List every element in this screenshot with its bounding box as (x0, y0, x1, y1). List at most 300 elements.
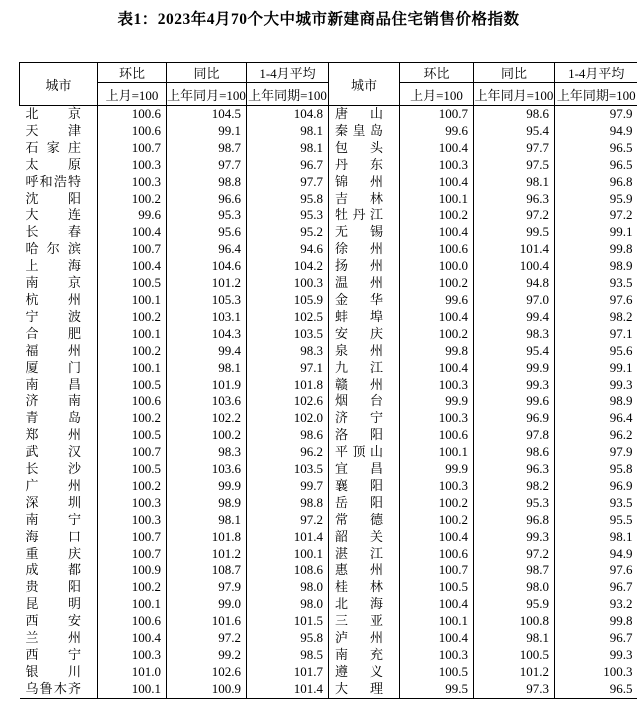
value-cell: 100.4 (98, 258, 167, 275)
table-body (20, 106, 637, 699)
city-cell: 天津 (20, 123, 98, 140)
value-cell: 97.2 (474, 546, 555, 563)
city-cell: 桂林 (329, 579, 400, 596)
value-cell: 101.8 (247, 377, 329, 394)
value-cell: 100.3 (98, 495, 167, 512)
value-cell: 98.1 (609, 528, 633, 544)
value-cell: 100.4 (400, 596, 474, 613)
value-cell: 97.7 (247, 174, 329, 191)
value-cell: 99.0 (167, 596, 247, 613)
table-row (20, 275, 637, 292)
value-cell: 99.2 (167, 647, 247, 664)
value-cell: 98.3 (167, 444, 247, 461)
value-cell: 94.6 (247, 241, 329, 258)
value-cell: 97.1 (247, 360, 329, 377)
value-cell: 99.6 (400, 123, 474, 140)
header-mom-right: 环比 (400, 63, 474, 83)
value-cell: 99.9 (474, 360, 555, 377)
value-cell: 99.5 (400, 681, 474, 698)
value-cell: 97.2 (247, 512, 329, 529)
value-cell: 100.2 (98, 478, 167, 495)
city-cell: 呼和浩特 (20, 174, 98, 191)
header-yoy-left: 同比 (167, 63, 247, 83)
price-index-table (19, 62, 637, 699)
city-cell: 南充 (329, 647, 400, 664)
value-cell: 100.6 (400, 546, 474, 563)
table-row (20, 579, 637, 596)
city-cell: 长春 (20, 224, 98, 241)
table-row (20, 630, 637, 647)
value-cell: 102.2 (167, 410, 247, 427)
header-mom-base-left: 上月=100 (98, 83, 167, 106)
value-cell: 96.9 (474, 410, 555, 427)
value-cell: 100.2 (98, 343, 167, 360)
city-cell: 武汉 (20, 444, 98, 461)
city-cell: 长沙 (20, 461, 98, 478)
value-cell: 100.4 (400, 529, 474, 546)
city-cell: 扬州 (329, 258, 400, 275)
city-cell: 安庆 (329, 326, 400, 343)
table-row (20, 309, 637, 326)
city-cell: 金华 (329, 292, 400, 309)
city-cell: 西安 (20, 613, 98, 630)
value-cell: 95.9 (609, 190, 633, 206)
value-cell: 95.6 (609, 342, 633, 358)
value-cell: 101.0 (98, 664, 167, 681)
table-row (20, 613, 637, 630)
value-cell: 100.4 (400, 140, 474, 157)
value-cell: 98.0 (247, 596, 329, 613)
header-mom-base-right: 上月=100 (400, 83, 474, 106)
table-row (20, 191, 637, 208)
city-cell: 哈尔滨 (20, 241, 98, 258)
value-cell: 100.6 (98, 613, 167, 630)
value-cell: 102.6 (247, 393, 329, 410)
value-cell: 99.3 (474, 377, 555, 394)
city-cell: 蚌埠 (329, 309, 400, 326)
value-cell: 97.6 (609, 291, 633, 307)
value-cell: 100.2 (167, 427, 247, 444)
city-cell: 上海 (20, 258, 98, 275)
value-cell: 104.5 (167, 106, 247, 123)
value-cell: 101.6 (167, 613, 247, 630)
city-cell: 宁波 (20, 309, 98, 326)
value-cell: 100.9 (167, 681, 247, 698)
value-cell: 97.1 (609, 325, 633, 341)
value-cell: 100.1 (247, 546, 329, 563)
value-cell: 99.1 (609, 224, 633, 240)
city-cell: 南京 (20, 275, 98, 292)
value-cell: 95.9 (474, 596, 555, 613)
table-row (20, 664, 637, 681)
city-cell: 西宁 (20, 647, 98, 664)
value-cell: 100.7 (400, 562, 474, 579)
value-cell: 100.1 (98, 326, 167, 343)
value-cell: 98.6 (474, 444, 555, 461)
value-cell: 98.6 (247, 427, 329, 444)
value-cell: 96.2 (609, 427, 633, 443)
value-cell: 100.4 (98, 224, 167, 241)
city-cell: 洛阳 (329, 427, 400, 444)
value-cell: 99.3 (609, 376, 633, 392)
value-cell: 100.3 (247, 275, 329, 292)
value-cell: 100.1 (400, 444, 474, 461)
value-cell: 97.8 (474, 427, 555, 444)
value-cell: 97.9 (167, 579, 247, 596)
value-cell: 100.2 (98, 410, 167, 427)
city-cell: 温州 (329, 275, 400, 292)
value-cell: 96.3 (474, 191, 555, 208)
value-cell: 99.6 (400, 292, 474, 309)
value-cell: 95.5 (609, 511, 633, 527)
value-cell: 101.4 (474, 241, 555, 258)
city-cell: 银川 (20, 664, 98, 681)
value-cell: 100.3 (400, 647, 474, 664)
value-cell: 97.2 (474, 207, 555, 224)
value-cell: 99.6 (98, 207, 167, 224)
value-cell: 95.8 (247, 630, 329, 647)
value-cell: 102.0 (247, 410, 329, 427)
city-cell: 惠州 (329, 562, 400, 579)
city-cell: 济宁 (329, 410, 400, 427)
value-cell: 99.1 (609, 359, 633, 375)
value-cell: 98.3 (474, 326, 555, 343)
value-cell: 101.4 (247, 681, 329, 698)
value-cell: 100.2 (98, 191, 167, 208)
city-cell: 无锡 (329, 224, 400, 241)
value-cell: 96.3 (474, 461, 555, 478)
city-cell: 南宁 (20, 512, 98, 529)
table-row (20, 681, 637, 698)
value-cell: 97.9 (609, 106, 633, 121)
city-cell: 遵义 (329, 664, 400, 681)
value-cell: 104.8 (247, 106, 329, 123)
table-row (20, 174, 637, 191)
city-cell: 合肥 (20, 326, 98, 343)
value-cell: 95.3 (167, 207, 247, 224)
value-cell: 95.4 (474, 343, 555, 360)
city-cell: 福州 (20, 343, 98, 360)
table-row (20, 106, 637, 123)
city-cell: 济南 (20, 393, 98, 410)
value-cell: 103.5 (247, 326, 329, 343)
city-cell: 锦州 (329, 174, 400, 191)
value-cell: 101.2 (167, 546, 247, 563)
table-row (20, 512, 637, 529)
value-cell: 95.6 (167, 224, 247, 241)
header-avg-base-left: 上年同期=100 (247, 83, 329, 106)
value-cell: 99.9 (167, 478, 247, 495)
value-cell: 94.9 (609, 545, 633, 561)
city-cell: 襄阳 (329, 478, 400, 495)
city-cell: 常德 (329, 512, 400, 529)
table-row (20, 207, 637, 224)
value-cell: 100.1 (98, 292, 167, 309)
city-cell: 平顶山 (329, 444, 400, 461)
value-cell: 100.1 (400, 613, 474, 630)
table-row (20, 427, 637, 444)
city-cell: 唐山 (329, 106, 400, 123)
value-cell: 100.2 (400, 326, 474, 343)
city-cell: 泉州 (329, 343, 400, 360)
value-cell: 97.9 (609, 444, 633, 460)
city-cell: 秦皇岛 (329, 123, 400, 140)
table-row (20, 596, 637, 613)
city-cell: 吉林 (329, 191, 400, 208)
value-cell: 104.6 (167, 258, 247, 275)
city-cell: 大连 (20, 207, 98, 224)
value-cell: 98.1 (247, 140, 329, 157)
header-row-sub (20, 83, 637, 106)
value-cell: 97.7 (167, 157, 247, 174)
value-cell: 99.3 (609, 647, 633, 662)
table-row (20, 393, 637, 410)
value-cell: 102.6 (167, 664, 247, 681)
city-cell: 烟台 (329, 393, 400, 410)
value-cell: 103.1 (167, 309, 247, 326)
value-cell: 100.4 (400, 174, 474, 191)
header-yoy-base-right: 上年同月=100 (474, 83, 555, 106)
city-cell: 宜昌 (329, 461, 400, 478)
value-cell: 100.2 (400, 207, 474, 224)
value-cell: 103.6 (167, 461, 247, 478)
value-cell: 98.9 (609, 393, 633, 409)
city-cell: 大理 (329, 681, 400, 698)
value-cell: 100.9 (98, 562, 167, 579)
city-cell: 郑州 (20, 427, 98, 444)
value-cell: 93.5 (609, 494, 633, 510)
value-cell: 100.3 (400, 377, 474, 394)
value-cell: 94.9 (609, 122, 633, 138)
table-row (20, 326, 637, 343)
value-cell: 95.4 (474, 123, 555, 140)
city-cell: 赣州 (329, 377, 400, 394)
value-cell: 99.4 (167, 343, 247, 360)
value-cell: 108.6 (247, 562, 329, 579)
city-cell: 广州 (20, 478, 98, 495)
value-cell: 96.5 (609, 156, 633, 172)
value-cell: 100.6 (98, 106, 167, 123)
value-cell: 100.2 (98, 309, 167, 326)
value-cell: 97.3 (474, 681, 555, 698)
value-cell: 97.2 (167, 630, 247, 647)
value-cell: 100.6 (98, 393, 167, 410)
value-cell: 105.3 (167, 292, 247, 309)
value-cell: 96.8 (609, 173, 633, 189)
table-row (20, 241, 637, 258)
header-avg-base-right: 上年同期=100 (556, 87, 636, 103)
city-cell: 三亚 (329, 613, 400, 630)
value-cell: 100.5 (400, 664, 474, 681)
value-cell: 101.9 (167, 377, 247, 394)
table-row (20, 360, 637, 377)
value-cell: 97.6 (609, 562, 633, 578)
city-cell: 北京 (20, 106, 98, 123)
header-row-top (20, 63, 637, 83)
value-cell: 100.4 (400, 224, 474, 241)
value-cell: 98.8 (247, 495, 329, 512)
value-cell: 104.2 (247, 258, 329, 275)
value-cell: 93.5 (609, 275, 633, 291)
city-cell: 太原 (20, 157, 98, 174)
value-cell: 99.8 (609, 613, 633, 629)
city-cell: 北海 (329, 596, 400, 613)
value-cell: 100.4 (98, 630, 167, 647)
city-cell: 岳阳 (329, 495, 400, 512)
value-cell: 100.1 (98, 596, 167, 613)
header-city-right: 城市 (329, 63, 400, 106)
value-cell: 100.3 (603, 663, 633, 679)
value-cell: 99.9 (400, 461, 474, 478)
value-cell: 100.2 (400, 512, 474, 529)
city-cell: 九江 (329, 360, 400, 377)
value-cell: 100.1 (400, 191, 474, 208)
city-cell: 湛江 (329, 546, 400, 563)
value-cell: 100.7 (400, 106, 474, 123)
table-row (20, 377, 637, 394)
value-cell: 96.7 (247, 157, 329, 174)
city-cell: 贵阳 (20, 579, 98, 596)
table-row (20, 292, 637, 309)
value-cell: 98.2 (609, 308, 633, 324)
value-cell: 101.5 (247, 613, 329, 630)
value-cell: 100.8 (474, 613, 555, 630)
header-city-left: 城市 (20, 63, 98, 106)
table-row (20, 224, 637, 241)
value-cell: 100.2 (400, 495, 474, 512)
value-cell: 98.1 (167, 360, 247, 377)
city-cell: 昆明 (20, 596, 98, 613)
value-cell: 101.2 (167, 275, 247, 292)
city-cell: 韶关 (329, 529, 400, 546)
value-cell: 100.5 (98, 427, 167, 444)
table-row (20, 444, 637, 461)
page-title: 表1：2023年4月70个大中城市新建商品住宅销售价格指数 (117, 11, 520, 28)
value-cell: 100.2 (98, 579, 167, 596)
city-cell: 南昌 (20, 377, 98, 394)
city-cell: 乌鲁木齐 (20, 681, 98, 698)
value-cell: 100.3 (98, 157, 167, 174)
city-cell: 成都 (20, 562, 98, 579)
value-cell: 98.0 (247, 579, 329, 596)
city-cell: 海口 (20, 529, 98, 546)
value-cell: 95.2 (247, 224, 329, 241)
value-cell: 98.2 (474, 478, 555, 495)
value-cell: 96.7 (609, 630, 633, 646)
value-cell: 105.9 (247, 292, 329, 309)
value-cell: 93.2 (609, 596, 633, 612)
value-cell: 108.7 (167, 562, 247, 579)
value-cell: 97.7 (474, 140, 555, 157)
value-cell: 100.5 (98, 275, 167, 292)
value-cell: 95.8 (247, 191, 329, 208)
value-cell: 98.9 (609, 258, 633, 274)
value-cell: 96.6 (167, 191, 247, 208)
city-cell: 重庆 (20, 546, 98, 563)
table-row (20, 647, 637, 664)
value-cell: 99.5 (474, 224, 555, 241)
value-cell: 100.6 (98, 123, 167, 140)
value-cell: 98.1 (474, 630, 555, 647)
value-cell: 100.7 (98, 241, 167, 258)
value-cell: 100.2 (400, 275, 474, 292)
table-row (20, 410, 637, 427)
table-row (20, 478, 637, 495)
value-cell: 98.5 (247, 647, 329, 664)
value-cell: 100.5 (98, 461, 167, 478)
value-cell: 96.2 (247, 444, 329, 461)
value-cell: 103.5 (247, 461, 329, 478)
value-cell: 98.8 (167, 174, 247, 191)
value-cell: 99.8 (609, 241, 633, 257)
table-row (20, 258, 637, 275)
value-cell: 100.3 (98, 647, 167, 664)
table-row (20, 343, 637, 360)
city-cell: 包头 (329, 140, 400, 157)
city-cell: 青岛 (20, 410, 98, 427)
value-cell: 100.7 (98, 140, 167, 157)
table-header (20, 63, 637, 106)
value-cell: 101.2 (474, 664, 555, 681)
value-cell: 97.2 (609, 207, 633, 223)
value-cell: 100.4 (400, 630, 474, 647)
city-cell: 杭州 (20, 292, 98, 309)
city-cell: 兰州 (20, 630, 98, 647)
value-cell: 100.6 (400, 427, 474, 444)
value-cell: 100.7 (98, 546, 167, 563)
value-cell: 98.9 (167, 495, 247, 512)
value-cell: 100.3 (98, 512, 167, 529)
table-row (20, 140, 637, 157)
city-cell: 厦门 (20, 360, 98, 377)
value-cell: 100.5 (400, 579, 474, 596)
value-cell: 100.1 (98, 681, 167, 698)
value-cell: 98.7 (474, 562, 555, 579)
table-row (20, 529, 637, 546)
value-cell: 97.0 (474, 292, 555, 309)
value-cell: 100.4 (400, 360, 474, 377)
value-cell: 96.4 (167, 241, 247, 258)
table-row (20, 123, 637, 140)
city-cell: 石家庄 (20, 140, 98, 157)
value-cell: 100.4 (474, 258, 555, 275)
value-cell: 99.6 (474, 393, 555, 410)
value-cell: 100.7 (98, 444, 167, 461)
value-cell: 100.4 (400, 309, 474, 326)
value-cell: 98.7 (167, 140, 247, 157)
table-row (20, 546, 637, 563)
header-avg-left: 1-4月平均 (247, 63, 329, 83)
value-cell: 102.5 (247, 309, 329, 326)
table-row (20, 157, 637, 174)
city-cell: 沈阳 (20, 191, 98, 208)
table-row (20, 461, 637, 478)
value-cell: 100.7 (98, 529, 167, 546)
value-cell: 100.5 (474, 647, 555, 664)
value-cell: 99.9 (400, 393, 474, 410)
value-cell: 100.3 (400, 157, 474, 174)
header-avg-right: 1-4月平均 (555, 63, 637, 83)
value-cell: 96.7 (609, 579, 633, 595)
value-cell: 101.4 (247, 529, 329, 546)
value-cell: 98.0 (474, 579, 555, 596)
value-cell: 95.8 (609, 461, 633, 477)
value-cell: 95.3 (474, 495, 555, 512)
value-cell: 104.3 (167, 326, 247, 343)
city-cell: 徐州 (329, 241, 400, 258)
value-cell: 98.3 (247, 343, 329, 360)
value-cell: 99.4 (474, 309, 555, 326)
